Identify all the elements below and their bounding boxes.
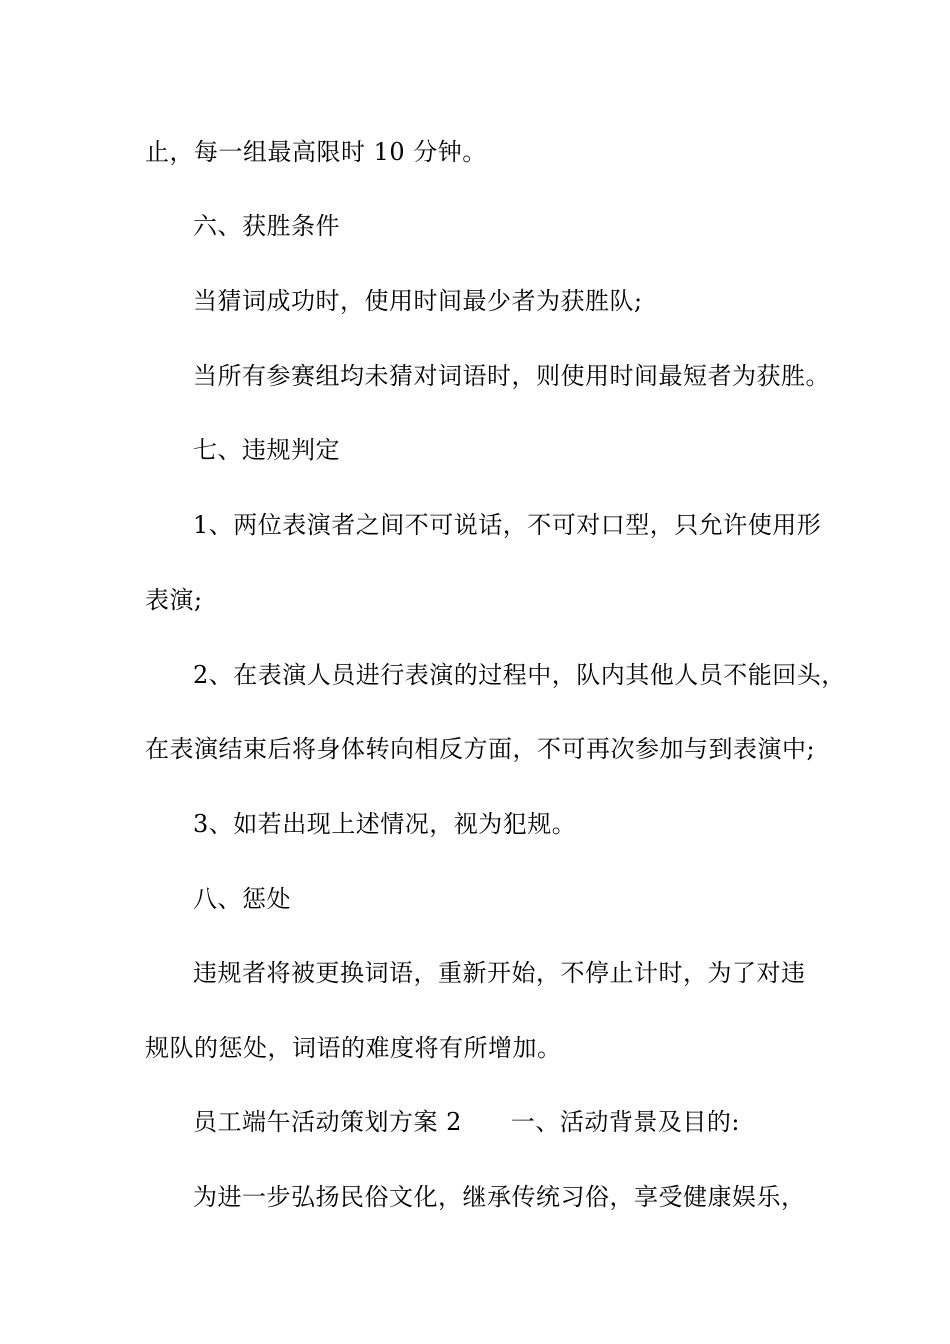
paragraph-line: 违规者将被更换词语，重新开始，不停止计时，为了对违 bbox=[193, 959, 806, 987]
section-heading: 六、获胜条件 bbox=[193, 212, 340, 240]
document-title-line: 员工端午活动策划方案 2 一、活动背景及目的: bbox=[193, 1108, 740, 1136]
paragraph-line: 当所有参赛组均未猜对词语时，则使用时间最短者为获胜。 bbox=[193, 362, 830, 390]
paragraph-line: 1、两位表演者之间不可说话，不可对口型，只允许使用形 bbox=[193, 511, 822, 539]
paragraph-line: 止，每一组最高限时 10 分钟。 bbox=[145, 138, 487, 166]
paragraph-line: 在表演结束后将身体转向相反方面，不可再次参加与到表演中; bbox=[145, 735, 816, 763]
section-heading: 七、违规判定 bbox=[193, 436, 340, 464]
section-heading: 八、惩处 bbox=[193, 885, 291, 913]
paragraph-line: 3、如若出现上述情况，视为犯规。 bbox=[193, 810, 577, 838]
paragraph-line: 表演; bbox=[145, 586, 203, 614]
paragraph-line: 当猜词成功时，使用时间最少者为获胜队; bbox=[193, 287, 643, 315]
paragraph-line: 2、在表演人员进行表演的过程中，队内其他人员不能回头， bbox=[193, 661, 846, 689]
paragraph-line: 为进一步弘扬民俗文化，继承传统习俗，享受健康娱乐， bbox=[193, 1183, 806, 1211]
paragraph-line: 规队的惩处，词语的难度将有所增加。 bbox=[145, 1034, 562, 1062]
